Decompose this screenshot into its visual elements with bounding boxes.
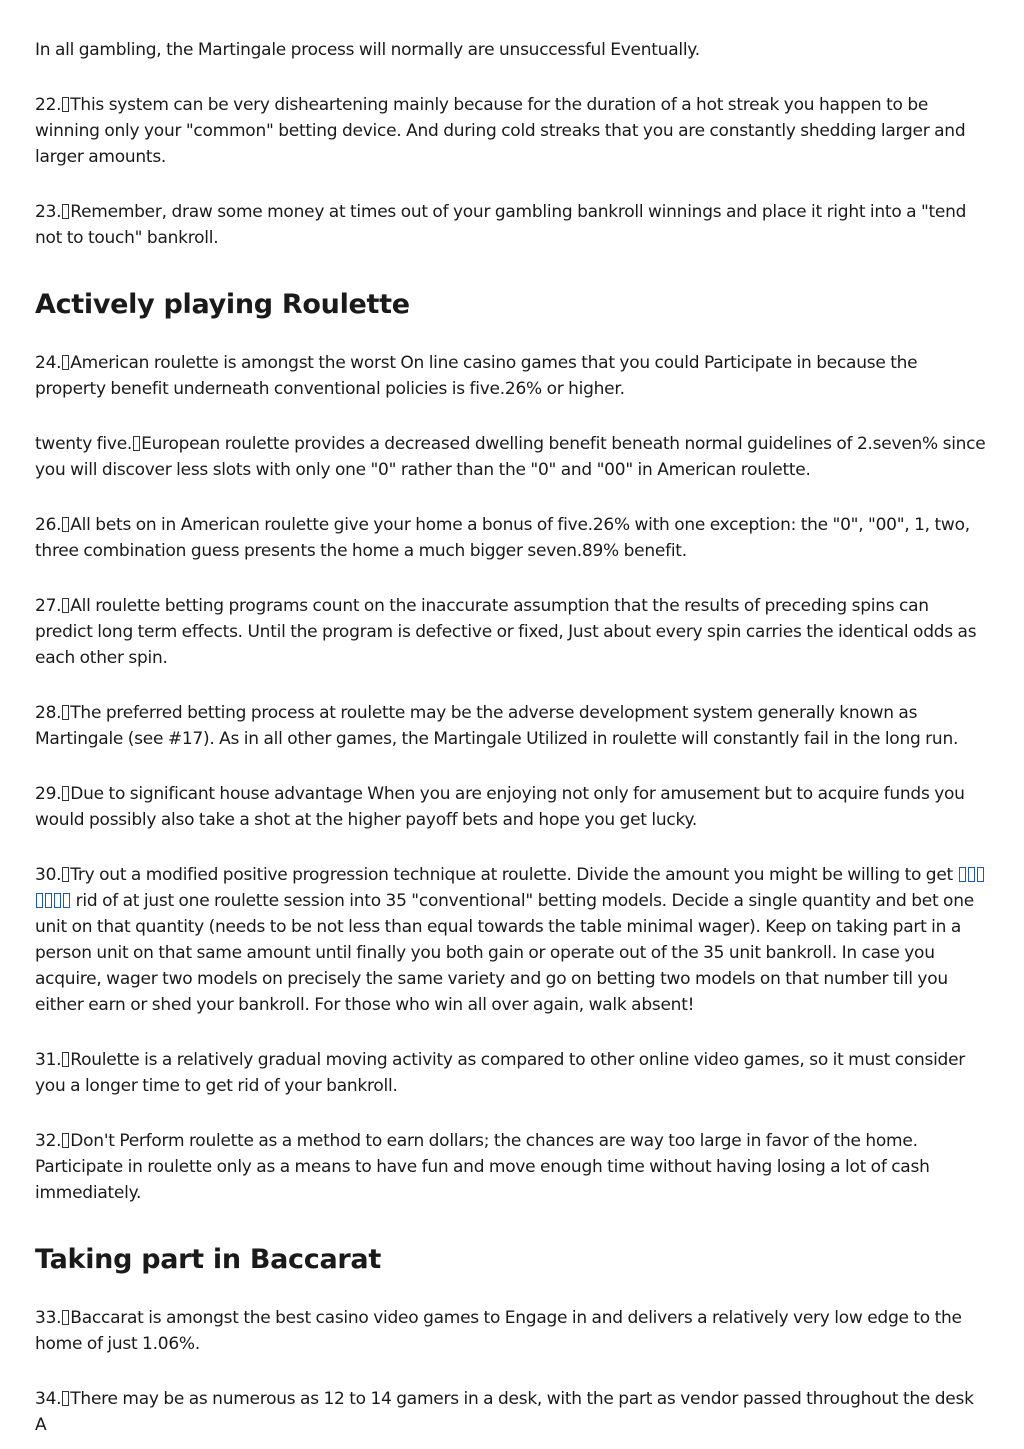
item-text: out a modified positive progression technique at roulette. Divide the amount you might be willing to get xyxy=(99,865,953,885)
item-lead: Due xyxy=(70,784,104,804)
item-text: roulette provides a decreased dwelling benefit beneath normal guidelines of 2.seven% since you will discover less slots with only one "0" rather than the "0" and "00" in American roulette. xyxy=(35,434,986,480)
item-text: is amongst the best casino video games to Engage in and delivers a relatively very low edge to the home of just 1.06%. xyxy=(35,1308,962,1354)
list-item xyxy=(35,199,988,251)
missing-glyph-icon xyxy=(62,1052,69,1067)
item-number: 29. xyxy=(35,784,62,804)
item-text: rid of at just one roulette session into 35 "conventional" betting models. Decide a single quantity and bet one unit on that quantity (needs to be not less than equal towards the table minimal wager). Keep on taking part in a person unit on that same amount until finally you both gain or operate out of the 35 unit bankroll. In case you acquire, wager two models on precisely the same variety and go on betting two models on that number till you either earn or shed your bankroll. For those who win all over again, walk absent! xyxy=(35,891,974,1015)
item-number: twenty five. xyxy=(35,434,133,454)
item-lead: Don't xyxy=(70,1131,115,1151)
missing-glyph-icon xyxy=(62,517,69,532)
list-item xyxy=(35,512,988,564)
list-item xyxy=(35,593,988,671)
item-text: roulette is amongst the worst On line casino games that you could Participate in because the property benefit underneath conventional policies is five.26% or higher. xyxy=(35,353,918,399)
list-item xyxy=(35,92,988,170)
item-text: may be as numerous as 12 to 14 gamers in a desk, with the part as vendor passed throughout the desk A xyxy=(35,1389,974,1435)
item-text: roulette betting programs count on the inaccurate assumption that the results of preceding spins can predict long term effects. Until the program is defective or fixed, Just about every spin carries the identical odds as each other spin. xyxy=(35,596,977,668)
item-number: 22. xyxy=(35,95,62,115)
item-lead: This xyxy=(70,95,105,115)
list-item xyxy=(35,431,988,483)
missing-glyph-icon xyxy=(45,893,52,908)
list-item xyxy=(35,781,988,833)
missing-glyph-icon xyxy=(62,97,69,112)
missing-glyph-icon xyxy=(133,436,140,451)
item-lead: Baccarat xyxy=(70,1308,144,1328)
missing-glyph-icon xyxy=(62,204,69,219)
list-item xyxy=(35,862,988,1018)
item-text: bets on in American roulette give your home a bonus of five.26% with one exception: the "0", "00", 1, two, three combination guess presents the home a much bigger seven.89% benefit. xyxy=(35,515,970,561)
item-lead: There xyxy=(70,1389,118,1409)
missing-glyph-icon xyxy=(62,598,69,613)
item-number: 31. xyxy=(35,1050,62,1070)
item-text: Perform roulette as a method to earn dollars; the chances are way too large in favor of the home. Participate in roulette only as a means to have fun and move enough time without having losing a lot of cash immediately. xyxy=(35,1131,930,1203)
paragraph xyxy=(35,37,988,63)
missing-glyph-icon xyxy=(63,893,70,908)
item-lead: Remember, xyxy=(70,202,167,222)
item-number: 30. xyxy=(35,865,62,885)
item-lead: Try xyxy=(70,865,95,885)
missing-glyph-icon xyxy=(62,867,69,882)
list-item xyxy=(35,1128,988,1206)
item-number: 34. xyxy=(35,1389,62,1409)
missing-glyph-icon xyxy=(62,1391,69,1406)
missing-glyph-icon xyxy=(62,705,69,720)
missing-glyph-icon xyxy=(36,893,43,908)
item-lead: All xyxy=(70,596,91,616)
missing-glyph-icon xyxy=(62,786,69,801)
section-heading-baccarat: Taking part in Baccarat xyxy=(35,1244,381,1275)
item-text: draw some money at times out of your gambling bankroll winnings and place it right into a "tend not to touch" bankroll. xyxy=(35,202,967,248)
item-lead: European xyxy=(141,434,221,454)
item-lead: Roulette xyxy=(70,1050,140,1070)
item-lead: American xyxy=(70,353,150,373)
list-item xyxy=(35,1305,988,1357)
missing-glyph-icon xyxy=(977,867,984,882)
item-number: 33. xyxy=(35,1308,62,1328)
item-number: 32. xyxy=(35,1131,62,1151)
item-text: is a relatively gradual moving activity as compared to other online video games, so it must consider you a longer time to get rid of your bankroll. xyxy=(35,1050,966,1096)
missing-glyph-icon xyxy=(54,893,61,908)
paragraph-text: In all gambling, the Martingale process will normally are unsuccessful Eventually. xyxy=(35,40,700,60)
item-text: system can be very disheartening mainly because for the duration of a hot streak you happen to be winning only your "common" betting device. And during cold streaks that you are constantly shedding larger and larger amounts. xyxy=(35,95,966,167)
item-text: to significant house advantage When you are enjoying not only for amusement but to acquire funds you would possibly also take a shot at the higher payoff bets and hope you get lucky. xyxy=(35,784,965,830)
missing-glyph-icon xyxy=(62,1310,69,1325)
section-heading-roulette: Actively playing Roulette xyxy=(35,289,410,320)
item-lead: All xyxy=(70,515,91,535)
item-number: 28. xyxy=(35,703,62,723)
item-number: 24. xyxy=(35,353,62,373)
list-item xyxy=(35,700,988,752)
item-text: preferred betting process at roulette may be the adverse development system generally known as Martingale (see #17). As in all other games, the Martingale Utilized in roulette will constantly fail in the long run. xyxy=(35,703,959,749)
list-item xyxy=(35,1047,988,1099)
list-item xyxy=(35,1386,988,1438)
item-lead: The xyxy=(70,703,102,723)
item-number: 26. xyxy=(35,515,62,535)
missing-glyph-icon xyxy=(968,867,975,882)
item-number: 27. xyxy=(35,596,62,616)
item-number: 23. xyxy=(35,202,62,222)
list-item xyxy=(35,350,988,402)
missing-glyph-icon xyxy=(62,1133,69,1148)
missing-glyph-icon xyxy=(62,355,69,370)
missing-glyph-icon xyxy=(959,867,966,882)
